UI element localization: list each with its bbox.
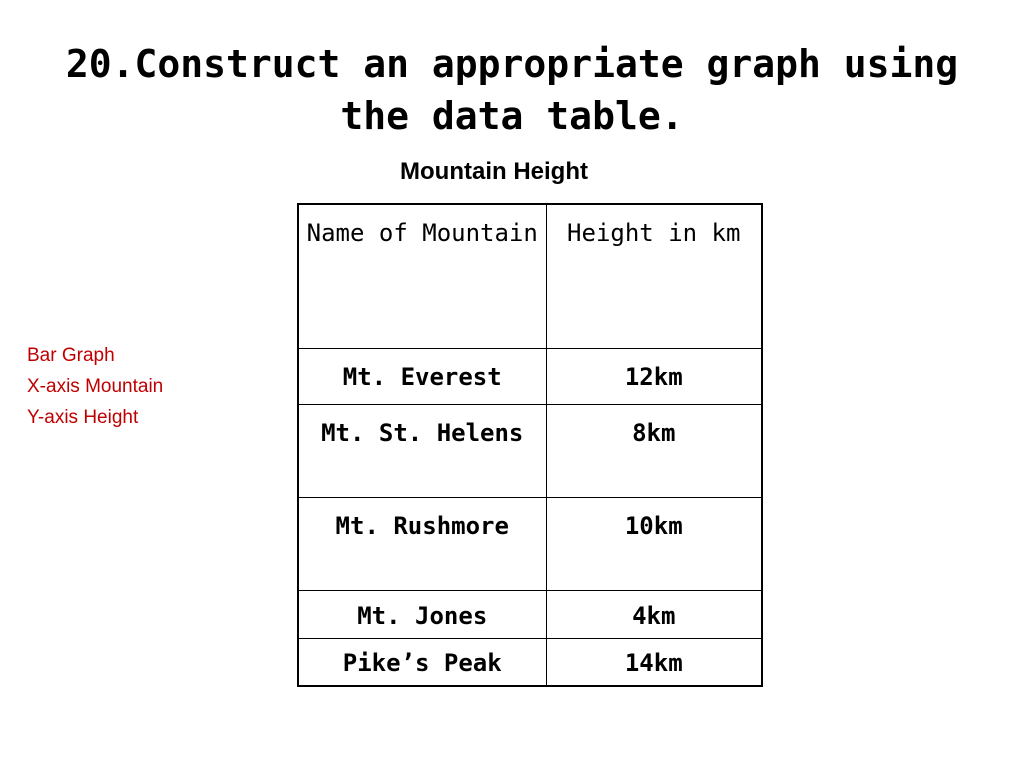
cell-mountain-name: Mt. Jones <box>298 591 546 639</box>
table-row <box>298 639 762 687</box>
cell-height: 14km <box>546 639 762 687</box>
cell-mountain-name: Mt. Everest <box>298 349 546 405</box>
graph-instructions <box>27 340 163 433</box>
table-header-row <box>298 204 762 349</box>
table-row <box>298 591 762 639</box>
cell-height: 10km <box>546 498 762 591</box>
mountain-height-table <box>297 203 763 687</box>
slide-title: 20.Construct an appropriate graph using the data table. <box>65 42 959 138</box>
table-row <box>298 498 762 591</box>
header-height: Height in km <box>546 204 762 349</box>
cell-mountain-name: Pike’s Peak <box>298 639 546 687</box>
cell-height: 4km <box>546 591 762 639</box>
table-row <box>298 405 762 498</box>
cell-mountain-name: Mt. St. Helens <box>298 405 546 498</box>
cell-height: 8km <box>546 405 762 498</box>
cell-height: 12km <box>546 349 762 405</box>
note-x-axis: X-axis Mountain <box>27 376 164 397</box>
note-graph-type: Bar Graph <box>27 345 115 366</box>
table-caption: Mountain Height <box>400 158 588 185</box>
cell-mountain-name: Mt. Rushmore <box>298 498 546 591</box>
header-mountain-name: Name of Mountain <box>298 204 546 349</box>
table-row <box>298 349 762 405</box>
note-y-axis: Y-axis Height <box>27 407 139 428</box>
